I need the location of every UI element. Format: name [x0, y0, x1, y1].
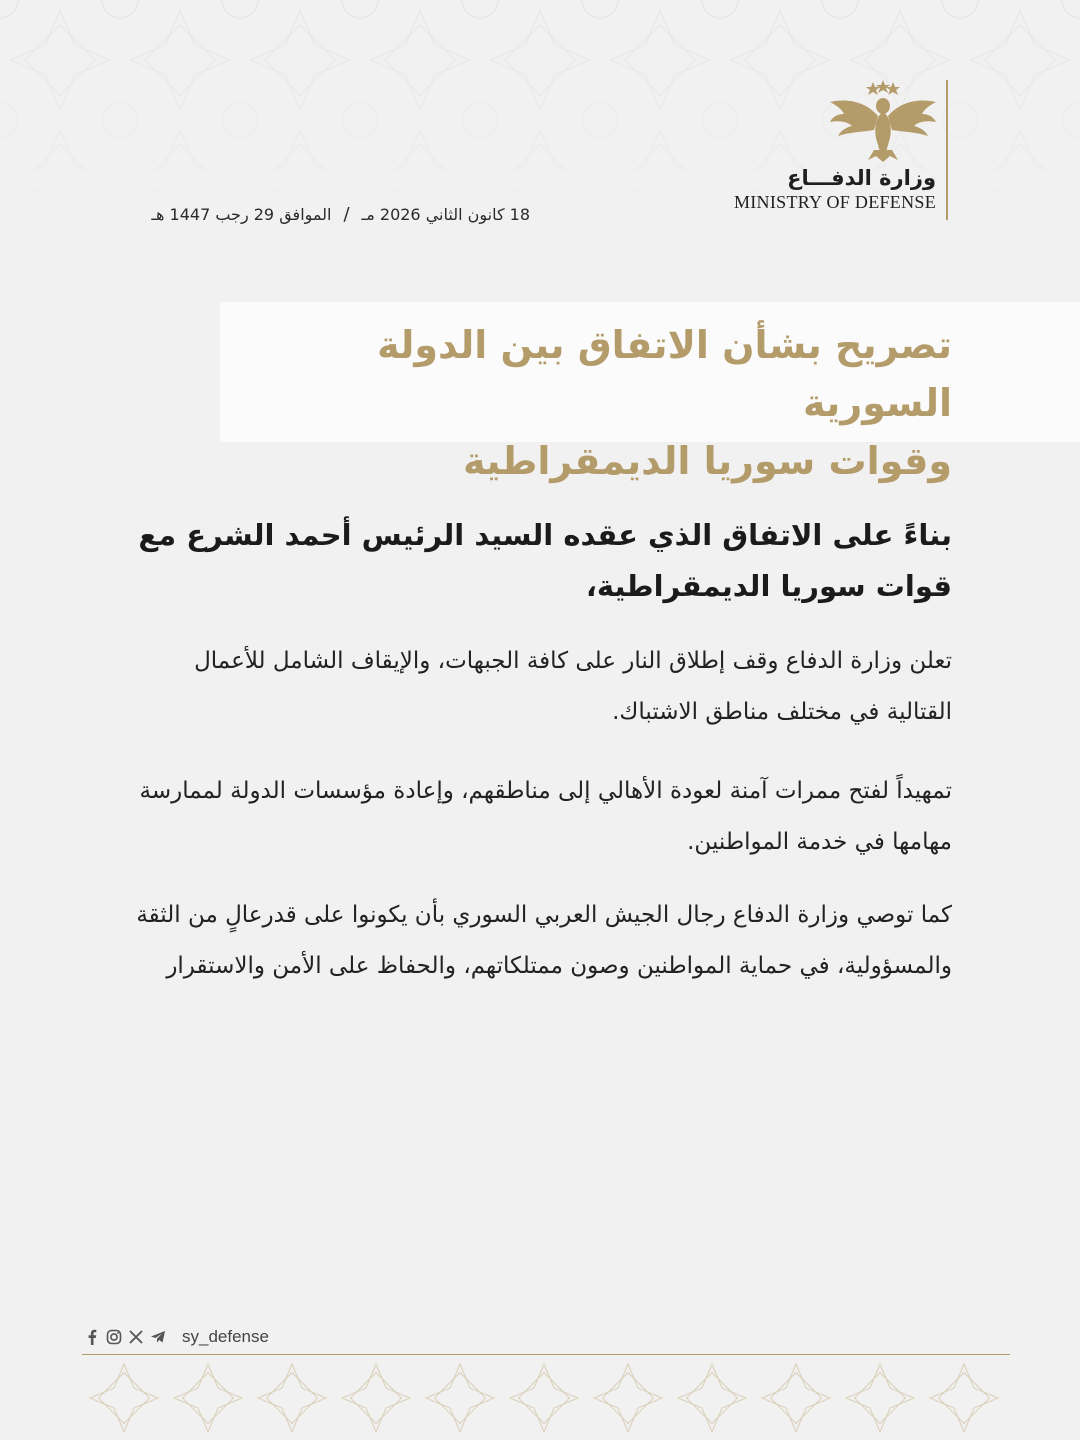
lead-paragraph: بناءً على الاتفاق الذي عقده السيد الرئيس أحمد الشرع مع قوات سوريا الديمقراطية، [138, 518, 952, 603]
title-line-2: وقوات سوريا الديمقراطية [463, 439, 952, 483]
x-icon[interactable] [128, 1329, 144, 1345]
social-handle[interactable]: sy_defense [182, 1327, 269, 1346]
date-gregorian: 18 كانون الثاني 2026 مـ [361, 205, 530, 224]
title-line-1: تصريح بشأن الاتفاق بين الدولة السورية [377, 323, 952, 425]
logo-divider [946, 80, 948, 220]
footer-divider [82, 1354, 1010, 1355]
eagle-emblem-icon [828, 80, 938, 162]
statement-title [232, 316, 952, 490]
paragraph-3: كما توصي وزارة الدفاع رجال الجيش العربي السوري بأن يكونوا على قدرعالٍ من الثقة والمسؤولية، في حماية المواطنين وصون ممتلكاتهم، والحفاظ على الأمن والاستقرار [136, 902, 952, 979]
facebook-icon[interactable] [84, 1329, 100, 1345]
geometric-pattern-bottom [82, 1356, 1010, 1440]
date-line [130, 204, 530, 228]
social-links [84, 1324, 269, 1350]
instagram-icon[interactable] [106, 1329, 122, 1345]
paragraph-2: تمهيداً لفتح ممرات آمنة لعودة الأهالي إلى مناطقهم، وإعادة مؤسسات الدولة لممارسة مهامها في خدمة المواطنين. [139, 778, 952, 855]
paragraph-1: تعلن وزارة الدفاع وقف إطلاق النار على كافة الجبهات، والإيقاف الشامل للأعمال القتالية في مختلف مناطق الاشتباك. [194, 648, 952, 725]
ministry-name-english: MINISTRY OF DEFENSE [733, 192, 936, 212]
telegram-icon[interactable] [150, 1329, 166, 1345]
date-hijri: الموافق 29 رجب 1447 هـ [151, 205, 332, 224]
date-separator: / [343, 204, 350, 225]
ministry-name-arabic: وزارة الدفـــاع [787, 166, 936, 190]
